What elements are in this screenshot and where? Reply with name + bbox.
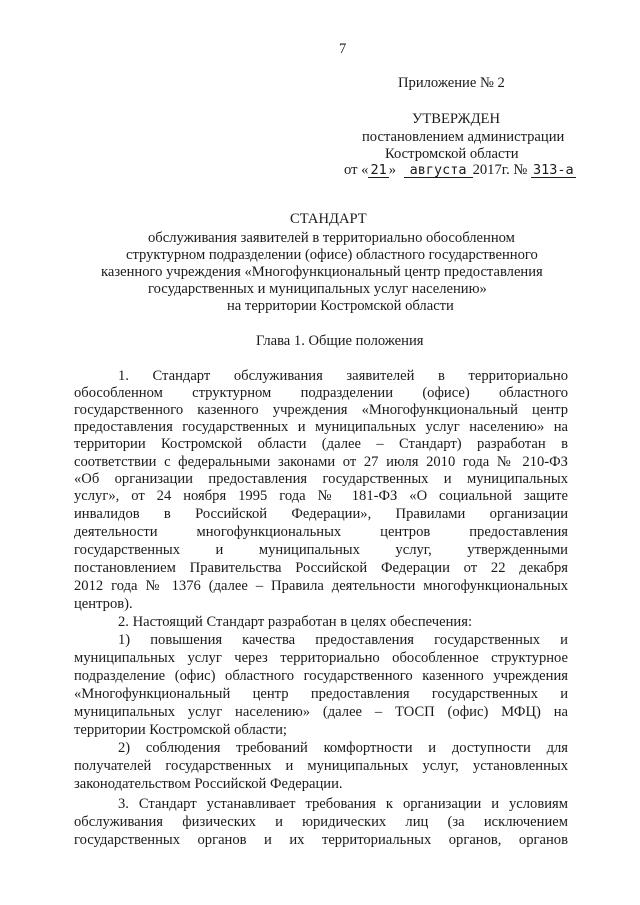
body-line-23: получателей государственных и муниципальных услуг, установленных [74,758,568,774]
approval-line-1: постановлением администрации [362,129,565,145]
body-line-19: «Многофункциональный центр предоставления государственных и [74,686,568,702]
body-line-12: постановлением Правительства Российской Федерации от 22 декабря [74,560,568,576]
body-line-26: обслуживания физических и юридических лиц (за исключением [74,814,568,830]
body-line-24: законодательством Российской Федерации. [74,776,343,792]
body-line-22: 2) соблюдения требований комфортности и доступности для [118,740,568,756]
title-line-1: обслуживания заявителей в территориально обособленном [148,230,515,246]
date-day: 21 [370,162,387,178]
approval-line-2: Костромской области [385,146,519,162]
title-line-5: на территории Костромской области [227,298,454,314]
body-line-4: предоставления государственных и муниципальных услуг населению» на [74,419,568,435]
body-line-27: государственных органов и их территориальных органов, органов [74,832,568,848]
date-prefix: от « [344,162,369,178]
body-line-17: муниципальных услуг через территориально обособленное структурное [74,650,568,666]
standard-title: СТАНДАРТ [290,211,367,227]
body-line-6: соответствии с федеральными законами от 27 июля 2010 года № 210-ФЗ [74,454,568,470]
date-month: августа [404,163,473,178]
approved-heading: УТВЕРЖДЕН [412,111,500,127]
date-year: 2017г. № [472,162,528,178]
body-line-9: инвалидов в Российской Федерации», Правилами организации [74,506,568,522]
approval-date-line [344,163,576,178]
body-line-8: услуг», от 24 ноября 1995 года № 181-ФЗ «О социальной защите [74,488,568,504]
body-line-13: 2012 года № 1376 (далее – Правила деятельности многофункциональных [74,578,568,594]
body-line-16: 1) повышения качества предоставления государственных и [118,632,568,648]
document-number: 313-а [532,162,574,178]
title-line-3: казенного учреждения «Многофункциональный центр предоставления [101,264,543,280]
body-line-1: 1. Стандарт обслуживания заявителей в территориально [118,368,568,384]
body-line-10: деятельности многофункциональных центров предоставления [74,524,568,540]
title-line-2: структурном подразделении (офисе) областного государственного [126,247,538,263]
body-line-5: территории Костромской области (далее – Стандарт) разработан в [74,436,568,452]
body-line-15: 2. Настоящий Стандарт разработан в целях обеспечения: [118,614,473,630]
chapter-heading: Глава 1. Общие положения [256,333,424,349]
body-line-21: территории Костромской области; [74,722,287,738]
title-line-4: государственных и муниципальных услуг населению» [148,281,487,297]
body-line-25: 3. Стандарт устанавливает требования к организации и условиям [118,796,568,812]
date-sep: » [388,162,396,178]
appendix-label: Приложение № 2 [398,75,505,91]
body-line-18: подразделение (офис) областного государственного казенного учреждения [74,668,568,684]
body-line-2: обособленном структурном подразделении (офисе) областного [74,385,568,401]
body-line-11: государственных и муниципальных услуг, утвержденными [74,542,568,558]
page-number: 7 [339,41,347,57]
body-line-20: муниципальных услуг населению» (далее – ТОСП (офис) МФЦ) на [74,704,568,720]
body-line-3: государственного казенного учреждения «Многофункциональный центр [74,402,568,418]
body-line-7: «Об организации предоставления государственных и муниципальных [74,471,568,487]
body-line-14: центров). [74,596,133,612]
